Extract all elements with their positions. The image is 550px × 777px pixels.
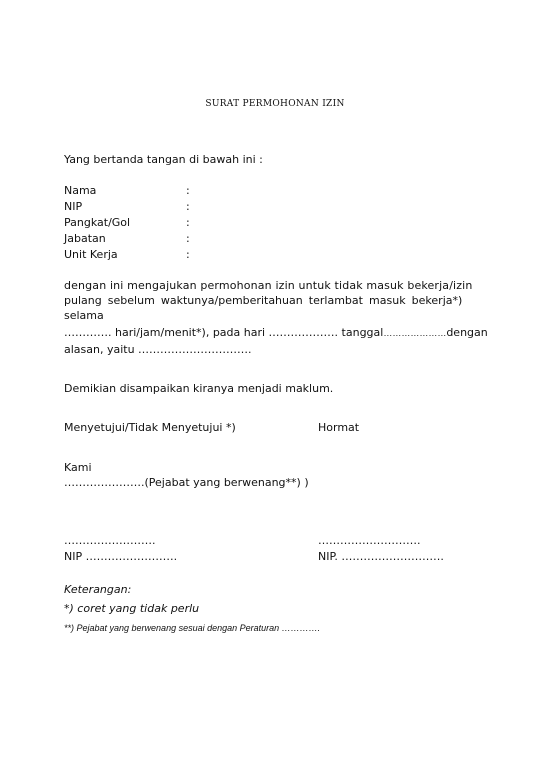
field-label-jabatan: Jabatan <box>64 232 106 245</box>
field-label-nama: Nama <box>64 184 97 197</box>
field-colon: : <box>186 184 190 197</box>
approval-label: Menyetujui/Tidak Menyetujui *) <box>64 421 236 434</box>
body-line-4 <box>64 326 488 339</box>
field-colon: : <box>186 248 190 261</box>
body-line-2: pulang sebelum waktunya/pemberitahuan terlambat masuk bekerja*) <box>64 294 463 307</box>
note-1: *) coret yang tidak perlu <box>64 602 200 615</box>
nip-left: NIP ……………………. <box>64 550 178 563</box>
hormat-label: Hormat <box>318 421 360 434</box>
field-label-nip: NIP <box>64 200 83 213</box>
nip-right: NIP. ………………………. <box>318 550 444 563</box>
body-line-4-end: dengan <box>446 326 488 339</box>
note-2: **) Pejabat yang berwenang sesuai dengan Peraturan …………. <box>64 623 321 633</box>
document-title: SURAT PERMOHONAN IZIN <box>205 99 345 109</box>
body-line-4-main: …………. hari/jam/menit*), pada hari ………………. tanggal <box>64 326 384 339</box>
date-dots: ………………… <box>383 328 447 338</box>
signature-left-dots: ……………………. <box>64 534 156 547</box>
field-label-pangkat: Pangkat/Gol <box>64 216 131 229</box>
kami-label: Kami <box>64 461 92 474</box>
body-line-1: dengan ini mengajukan permohonan izin untuk tidak masuk bekerja/izin <box>64 279 473 292</box>
field-colon: : <box>186 216 190 229</box>
body-line-3: selama <box>64 309 104 322</box>
intro-text: Yang bertanda tangan di bawah ini : <box>64 153 263 166</box>
note-title: Keterangan: <box>64 583 132 596</box>
field-label-unit-kerja: Unit Kerja <box>64 248 118 261</box>
field-colon: : <box>186 232 190 245</box>
official-line: ………………….(Pejabat yang berwenang**) ) <box>64 476 309 489</box>
signature-right-dots: ………………………. <box>318 534 421 547</box>
field-colon: : <box>186 200 190 213</box>
body-line-5: alasan, yaitu …………………………. <box>64 343 252 356</box>
closing-text: Demikian disampaikan kiranya menjadi maklum. <box>64 382 334 395</box>
